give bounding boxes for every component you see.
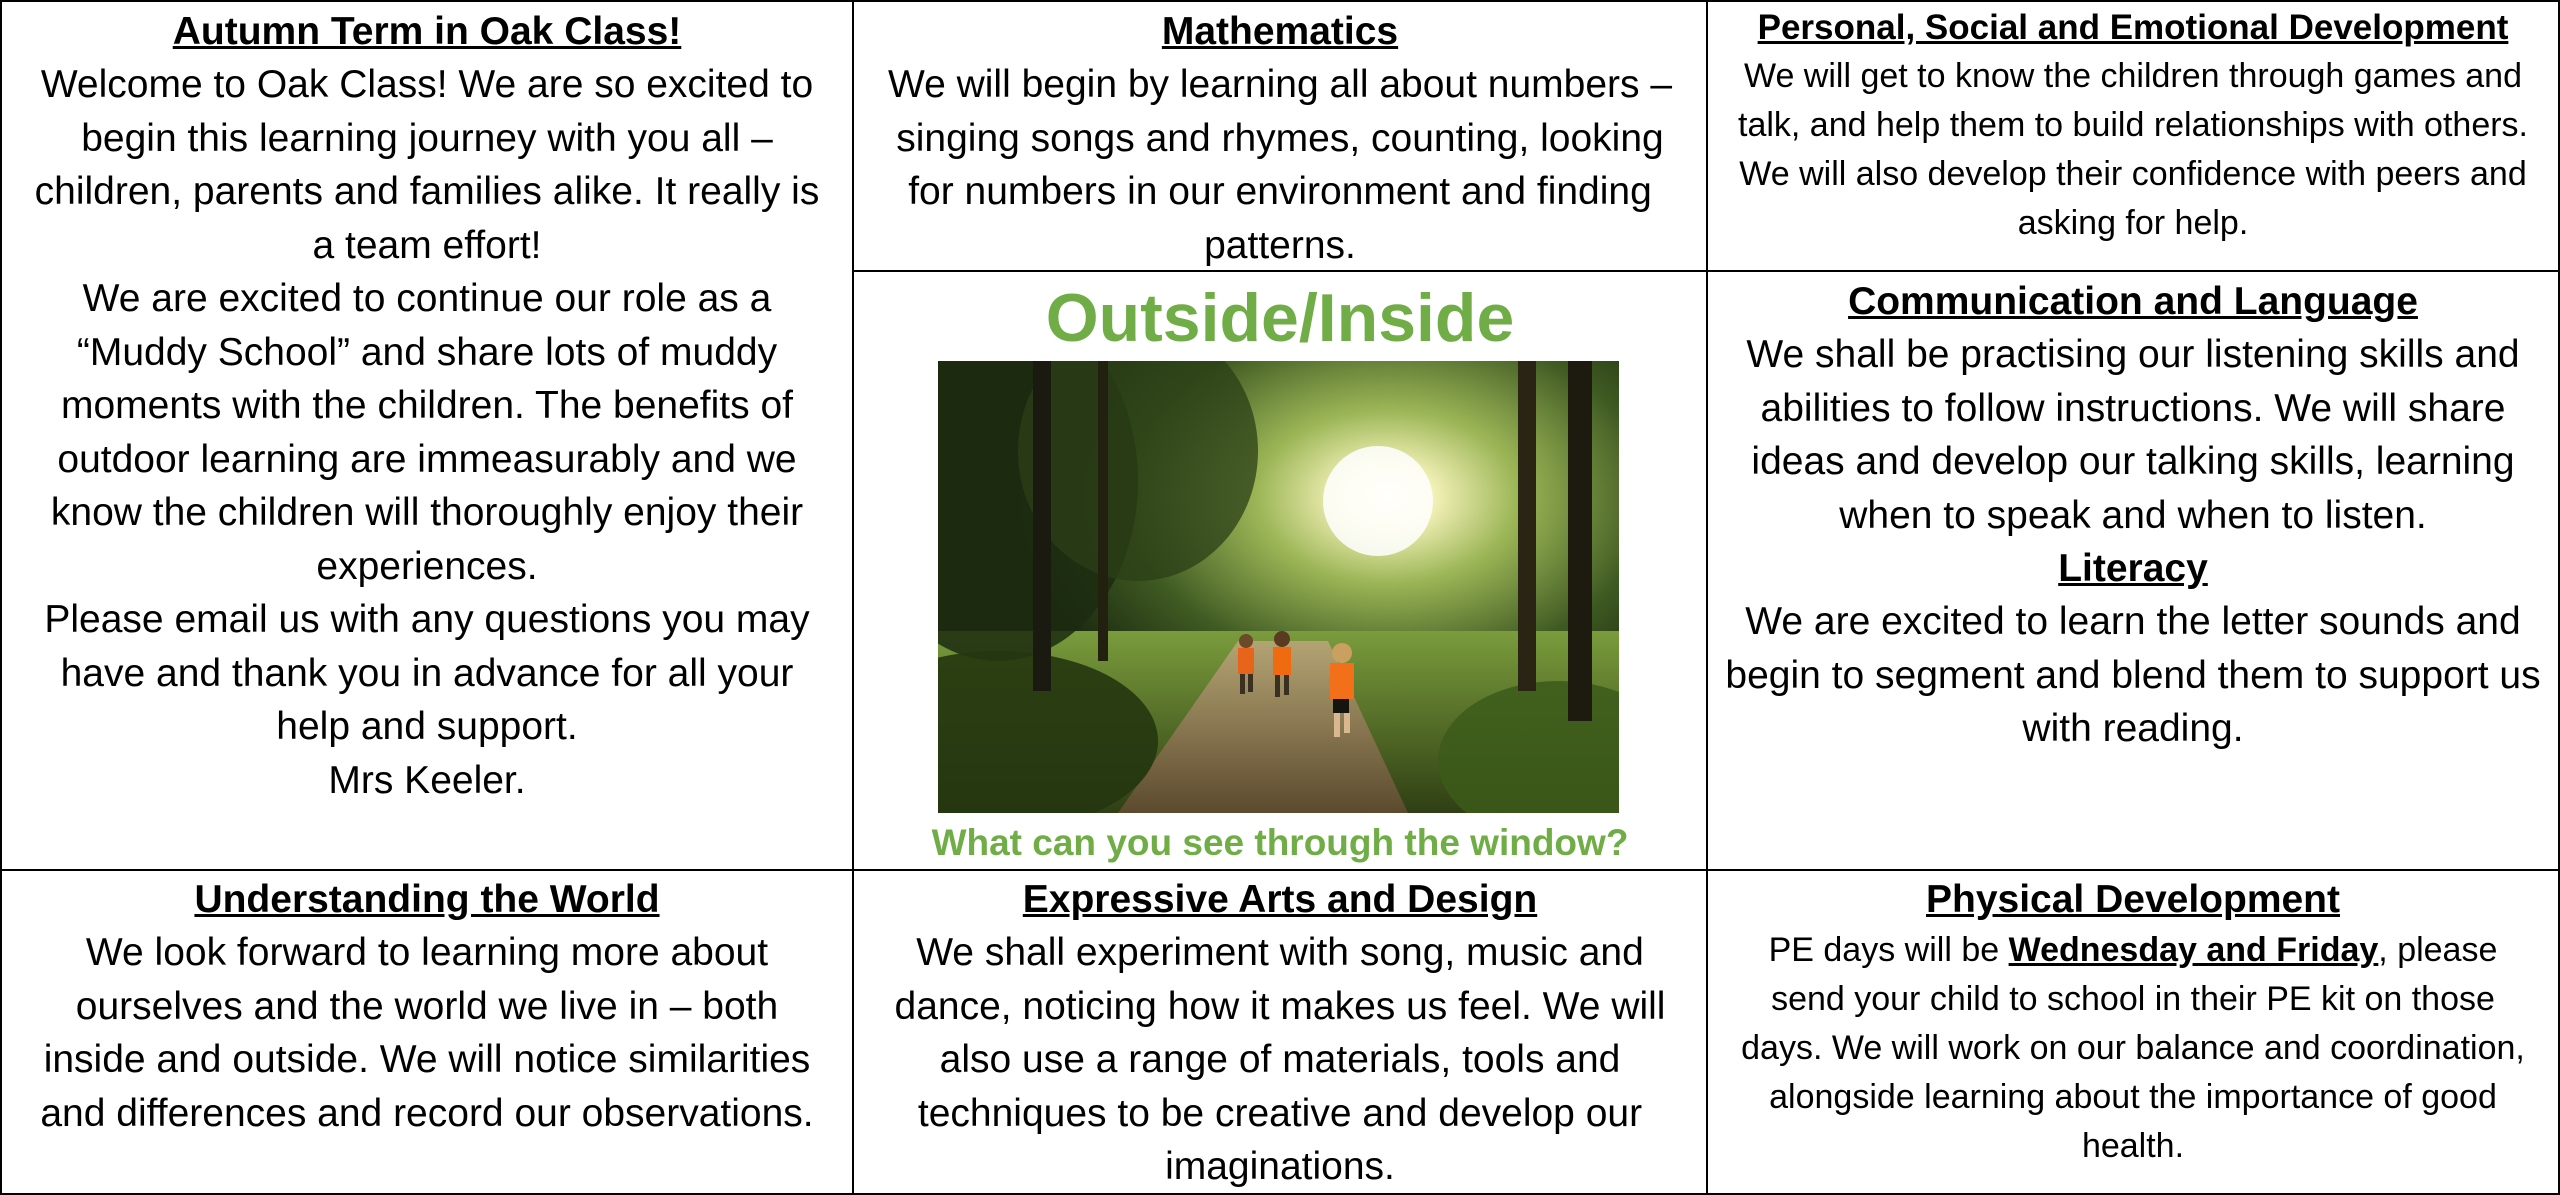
psed-heading: Personal, Social and Emotional Development xyxy=(1757,8,2509,47)
understanding-world-cell xyxy=(2,871,852,1193)
autumn-email-text: Please email us with any questions you may have and thank you in advance for all your help and support. xyxy=(44,598,810,748)
mathematics-text: We will begin by learning all about numbers – singing songs and rhymes, counting, looking for numbers in our environment and finding patterns. xyxy=(887,63,1673,267)
autumn-signature: Mrs Keeler. xyxy=(328,758,526,802)
communication-text: We shall be practising our listening skills and abilities to follow instructions. We will share ideas and develop our talking skills, learning when to speak and when to listen. xyxy=(1746,333,2520,537)
window-caption-area xyxy=(854,817,1706,869)
autumn-heading: Autumn Term in Oak Class! xyxy=(172,10,682,53)
expressive-arts-cell xyxy=(854,871,1706,1193)
window-question-caption: What can you see through the window? xyxy=(931,822,1629,863)
autumn-term-cell xyxy=(2,0,852,869)
mathematics-heading: Mathematics xyxy=(1161,10,1399,53)
understanding-world-heading: Understanding the World xyxy=(194,878,660,921)
woodland-image xyxy=(938,361,1619,813)
psed-text: We will get to know the children through games and talk, and help them to build relationships with others. We will also develop their confidence with peers and asking for help. xyxy=(1738,57,2529,242)
psed-cell xyxy=(1708,0,2558,270)
pe-days-details: , please send your child to school in their PE kit on those days. We will work on our balance and coordination, alongside learning about the importance of good health. xyxy=(1741,931,2525,1165)
mathematics-cell xyxy=(854,0,1706,270)
pe-days-intro: PE days will be xyxy=(1768,931,2009,969)
literacy-text: We are excited to learn the letter sounds and begin to segment and blend them to support us with reading. xyxy=(1725,600,2541,750)
autumn-muddy-text: We are excited to continue our role as a “Muddy School” and share lots of muddy moments with the children. The benefits of outdoor learning are immeasurably and we know the children will thoroughly enjoy their experiences. xyxy=(50,277,804,588)
physical-development-text xyxy=(1724,926,2542,1171)
pe-days: Wednesday and Friday xyxy=(2008,931,2379,969)
expressive-arts-text: We shall experiment with song, music and dance, noticing how it makes us feel. We will also use a range of materials, tools and techniques to be creative and develop our imaginations. xyxy=(894,931,1666,1188)
outside-inside-title: Outside/Inside xyxy=(1045,280,1515,356)
literacy-heading: Literacy xyxy=(2058,547,2208,590)
children-running-in-woods-photo xyxy=(938,361,1619,813)
communication-heading: Communication and Language xyxy=(1848,280,2418,323)
autumn-welcome-text: Welcome to Oak Class! We are so excited to begin this learning journey with you all – children, parents and families alike. It really is a team effort! xyxy=(34,63,820,267)
physical-development-cell xyxy=(1708,871,2558,1193)
physical-development-heading: Physical Development xyxy=(1926,878,2340,921)
understanding-world-text: We look forward to learning more about ourselves and the world we live in – both inside and outside. We will notice similarities and differences and record our observations. xyxy=(40,931,814,1135)
communication-literacy-cell xyxy=(1708,272,2558,869)
expressive-arts-heading: Expressive Arts and Design xyxy=(1022,878,1538,921)
